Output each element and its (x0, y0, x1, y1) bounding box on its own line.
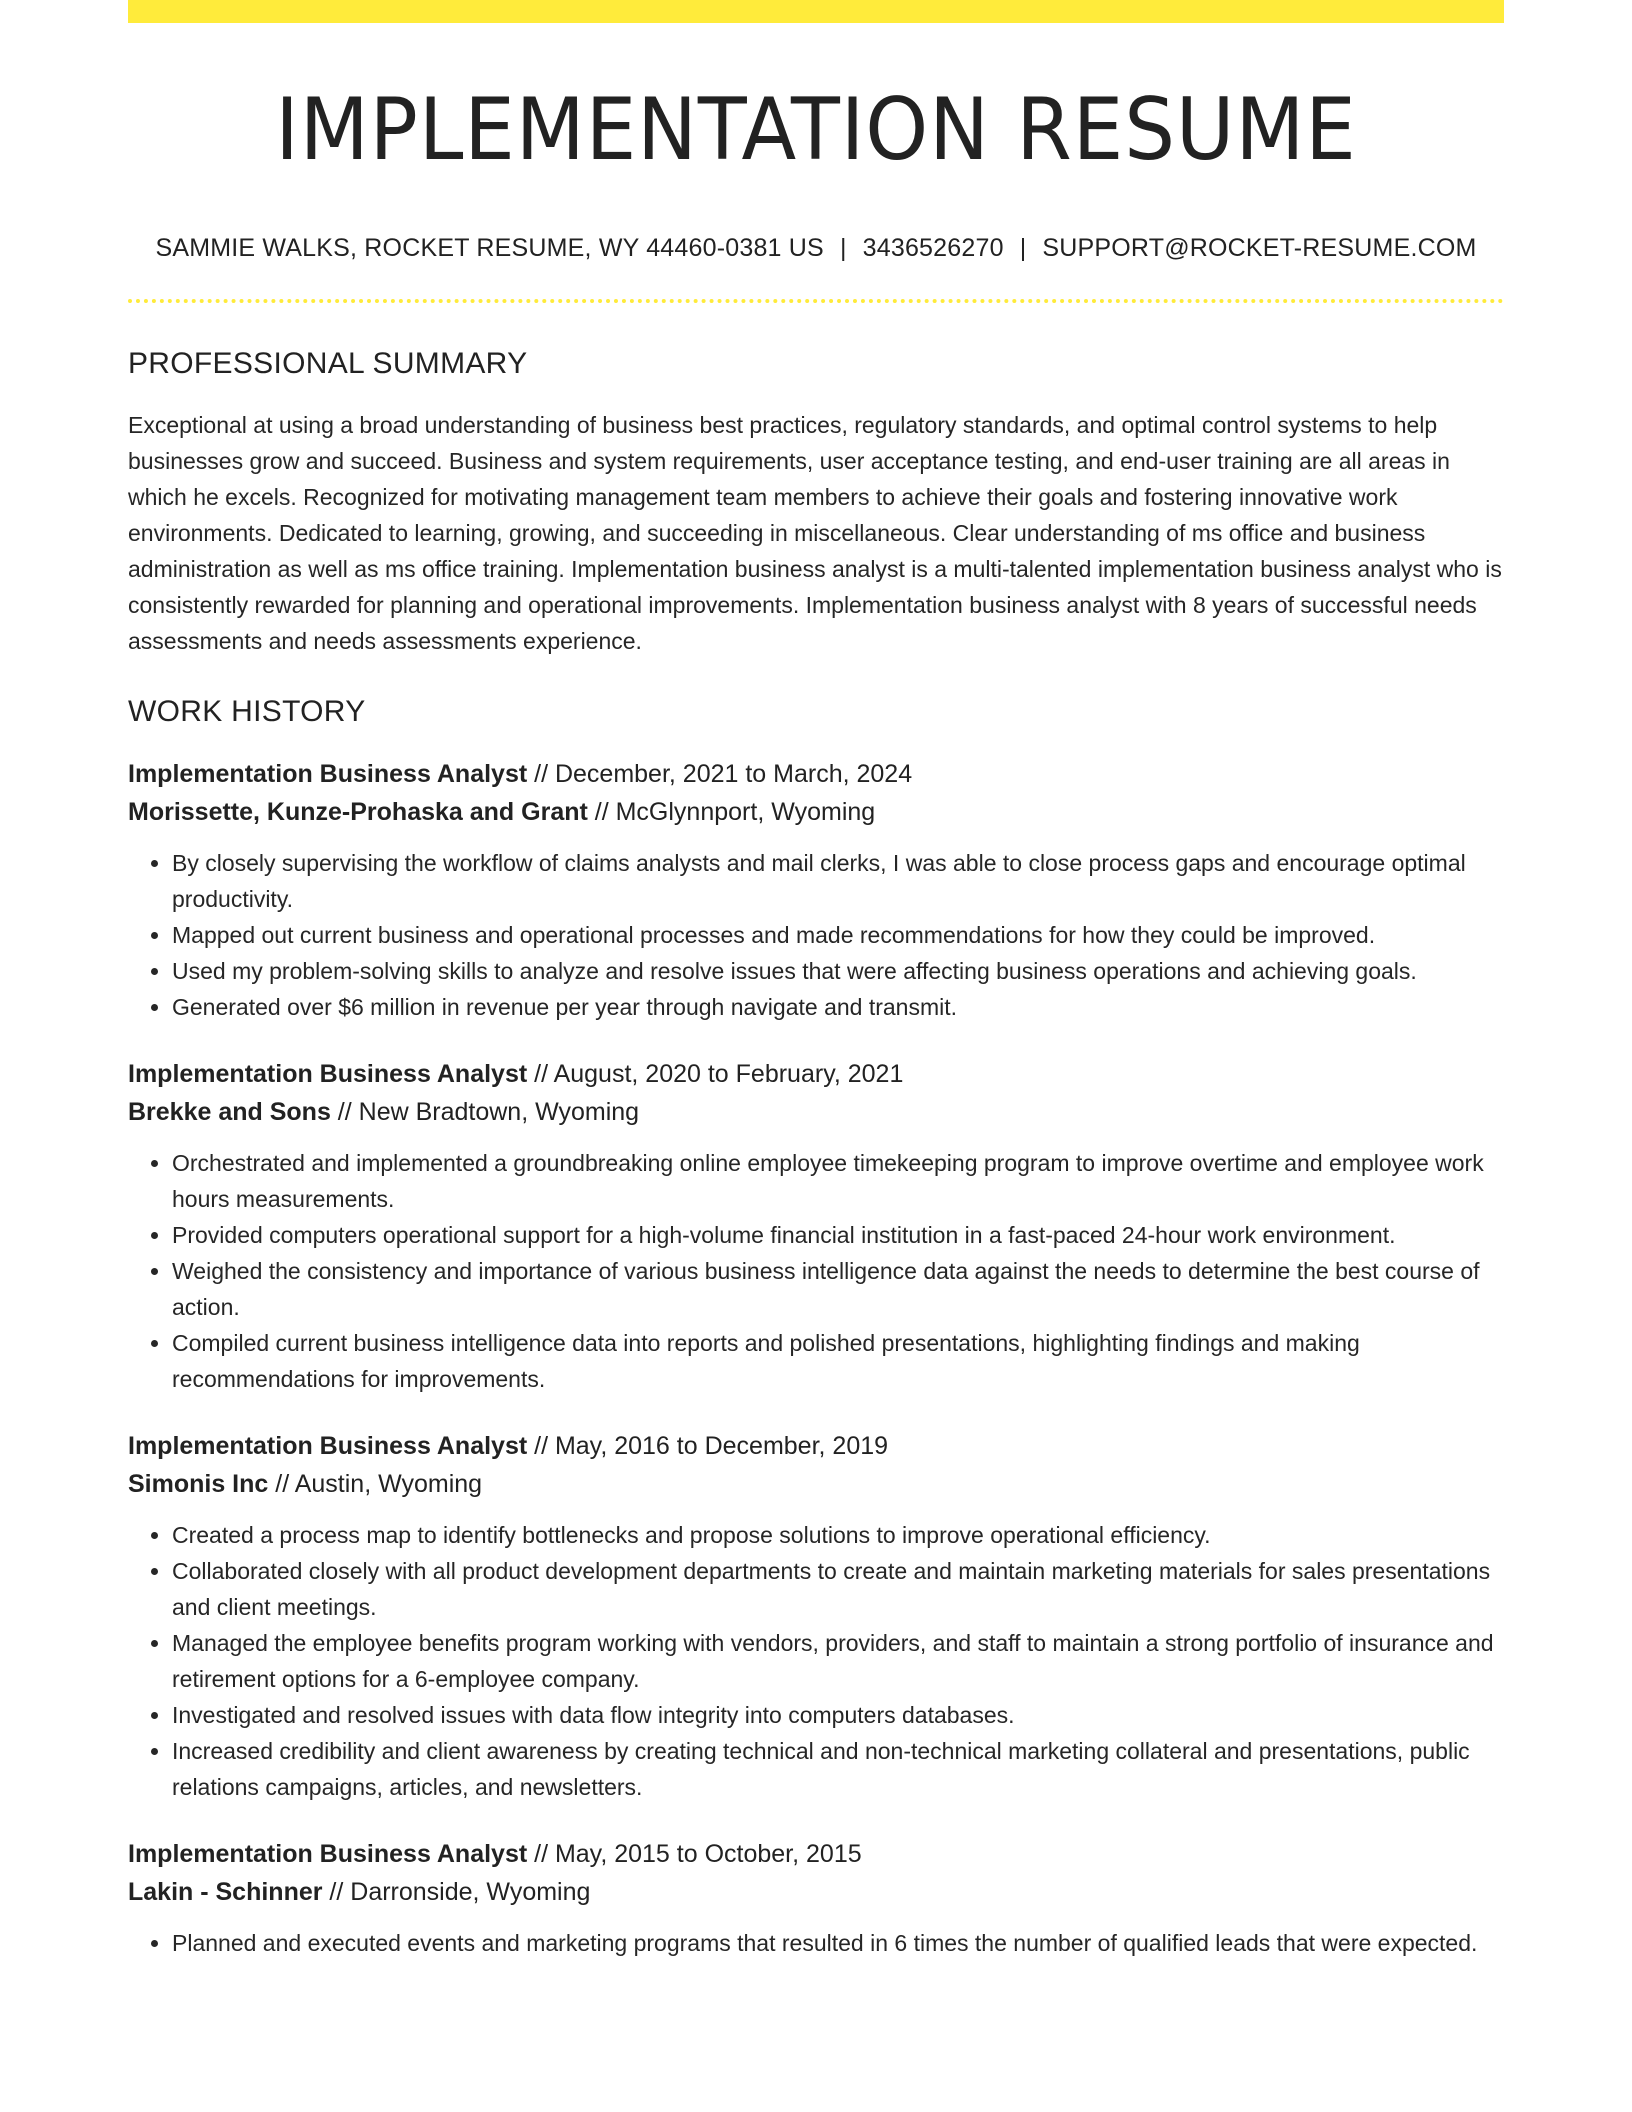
job-company-line (128, 793, 1504, 831)
job-bullet: • Collaborated closely with all product development departments to create and maintain marketing materials for sales presentations and client meetings. (172, 1553, 1504, 1625)
job-title-line (128, 1835, 1504, 1873)
job-title-line (128, 755, 1504, 793)
job-bullet: • Mapped out current business and operational processes and made recommendations for how they could be improved. (172, 917, 1504, 953)
job-company: Lakin - Schinner (128, 1877, 323, 1906)
job-dates: // May, 2015 to October, 2015 (527, 1839, 862, 1868)
job-bullet: • Managed the employee benefits program working with vendors, providers, and staff to maintain a strong portfolio of insurance and retirement options for a 6-employee company. (172, 1625, 1504, 1697)
job-bullet: • Investigated and resolved issues with data flow integrity into computers databases. (172, 1697, 1504, 1733)
job-bullets (128, 1925, 1504, 1961)
job-bullet: • Provided computers operational support for a high-volume financial institution in a fast-paced 24-hour work environment. (172, 1217, 1504, 1253)
dotted-divider (128, 299, 1504, 303)
job-entry (128, 755, 1504, 1025)
work-history-heading: WORK HISTORY (128, 694, 366, 728)
job-dates: // December, 2021 to March, 2024 (527, 759, 913, 788)
job-bullet: • By closely supervising the workflow of claims analysts and mail clerks, I was able to close process gaps and encourage optimal productivity. (172, 845, 1504, 917)
job-company-line (128, 1873, 1504, 1911)
job-bullets (128, 1145, 1504, 1397)
contact-separator: | (1019, 233, 1027, 262)
job-bullets (128, 845, 1504, 1025)
job-bullet: • Compiled current business intelligence data into reports and polished presentations, highlighting findings and making recommendations for improvements. (172, 1325, 1504, 1397)
contact-line (128, 234, 1504, 263)
job-company: Brekke and Sons (128, 1097, 331, 1126)
job-company: Simonis Inc (128, 1469, 269, 1498)
accent-top-bar (128, 0, 1504, 23)
job-entry (128, 1835, 1504, 1961)
job-location: // Austin, Wyoming (268, 1469, 483, 1498)
job-bullet: • Planned and executed events and marketing programs that resulted in 6 times the number of qualified leads that were expected. (172, 1925, 1504, 1961)
job-bullet: • Increased credibility and client awareness by creating technical and non-technical marketing collateral and presentations, public relations campaigns, articles, and newsletters. (172, 1733, 1504, 1805)
job-bullets (128, 1517, 1504, 1805)
job-bullet: • Weighed the consistency and importance of various business intelligence data against the needs to determine the best course of action. (172, 1253, 1504, 1325)
contact-email: SUPPORT@ROCKET-RESUME.COM (1042, 233, 1477, 262)
job-bullet: • Used my problem-solving skills to analyze and resolve issues that were affecting business operations and achieving goals. (172, 953, 1504, 989)
contact-separator: | (839, 233, 847, 262)
job-bullet: • Orchestrated and implemented a groundbreaking online employee timekeeping program to improve overtime and employee work hours measurements. (172, 1145, 1504, 1217)
job-title: Implementation Business Analyst (128, 1431, 528, 1460)
professional-summary-text: Exceptional at using a broad understanding of business best practices, regulatory standards, and optimal control systems to help businesses grow and succeed. Business and system requirements, user acceptance testing, and end-user training are all areas in which he excels. Recognized for motivating management team members to achieve their goals and fostering innovative work environments. Dedicated to learning, growing, and succeeding in miscellaneous. Clear understanding of ms office and business administration as well as ms office training. Implementation business analyst is a multi-talented implementation business analyst who is consistently rewarded for planning and operational improvements. Implementation business analyst with 8 years of successful needs assessments and needs assessments experience. (128, 411, 1502, 654)
job-location: // McGlynnport, Wyoming (587, 797, 876, 826)
job-title: Implementation Business Analyst (128, 1059, 528, 1088)
job-title-line (128, 1427, 1504, 1465)
job-bullet: • Generated over $6 million in revenue per year through navigate and transmit. (172, 989, 1504, 1025)
job-company-line (128, 1465, 1504, 1503)
contact-address: SAMMIE WALKS, ROCKET RESUME, WY 44460-0381 US (155, 233, 824, 262)
job-title: Implementation Business Analyst (128, 759, 528, 788)
job-title: Implementation Business Analyst (128, 1839, 528, 1868)
professional-summary-heading: PROFESSIONAL SUMMARY (128, 346, 528, 380)
job-title-line (128, 1055, 1504, 1093)
job-entry (128, 1427, 1504, 1805)
contact-phone: 3436526270 (862, 233, 1004, 262)
resume-title: IMPLEMENTATION RESUME (275, 80, 1357, 180)
job-dates: // May, 2016 to December, 2019 (527, 1431, 889, 1460)
job-location: // Darronside, Wyoming (322, 1877, 591, 1906)
job-entry (128, 1055, 1504, 1397)
job-bullet: • Created a process map to identify bottlenecks and propose solutions to improve operational efficiency. (172, 1517, 1504, 1553)
job-dates: // August, 2020 to February, 2021 (527, 1059, 904, 1088)
resume-page (128, 0, 1504, 1961)
job-company-line (128, 1093, 1504, 1131)
job-location: // New Bradtown, Wyoming (330, 1097, 640, 1126)
job-company: Morissette, Kunze-Prohaska and Grant (128, 797, 588, 826)
